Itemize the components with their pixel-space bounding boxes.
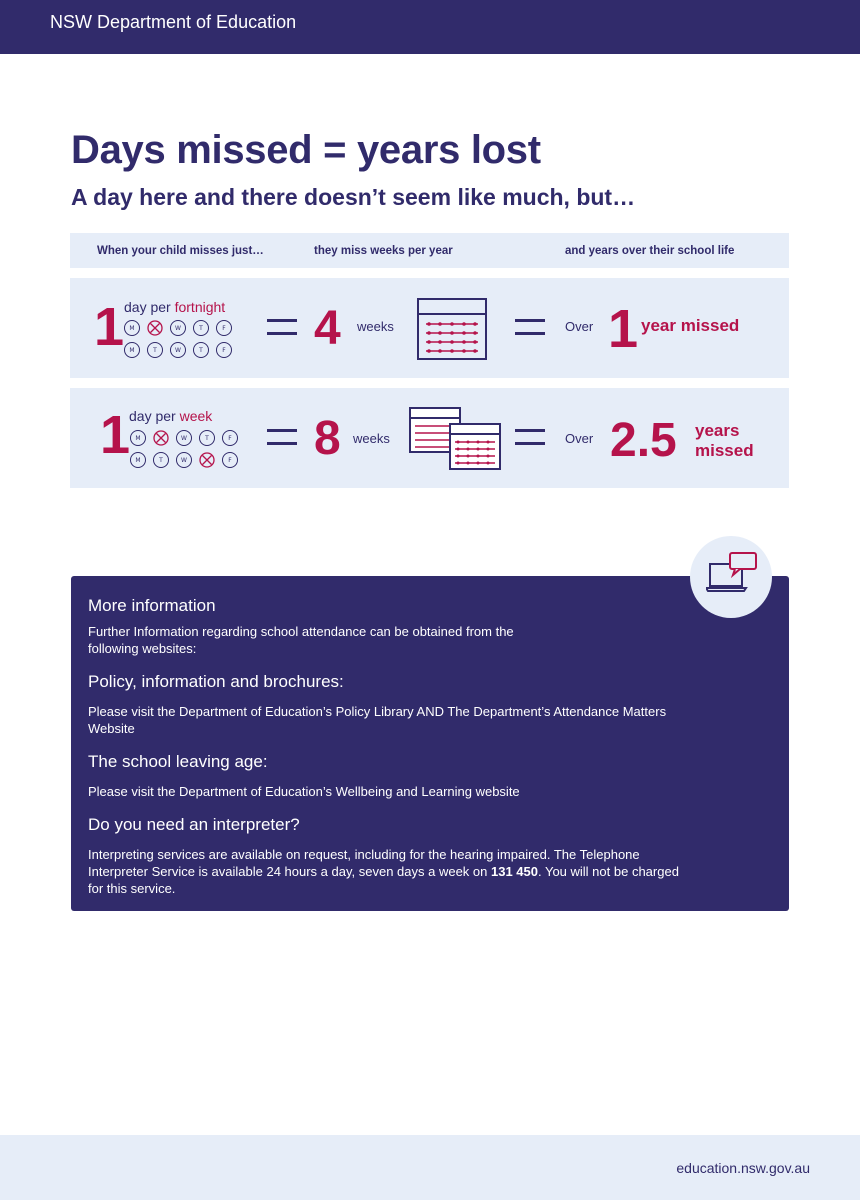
day-circle: F: [222, 452, 238, 468]
info-heading: More information: [88, 596, 216, 615]
page-subtitle: A day here and there doesn’t seem like much, but…: [71, 184, 636, 210]
years-value: 1: [608, 299, 639, 359]
day-grid: [130, 430, 238, 468]
weeks-value: 8: [314, 412, 341, 465]
missed-day-icon: [147, 320, 163, 336]
page-title: Days missed = years lost: [71, 128, 541, 172]
leaving-age-heading: The school leaving age:: [88, 752, 268, 771]
day-circle: T: [193, 342, 209, 358]
frequency-label: [124, 299, 225, 315]
days-count: 1: [94, 297, 125, 357]
years-label-line2: missed: [695, 441, 754, 460]
day-circle: M: [130, 430, 146, 446]
interpreter-text-line1: Interpreting services are available on request, including for the hearing impaired. The Telephone: [88, 847, 640, 862]
policy-text-line2: Website: [88, 721, 135, 736]
day-circle: M: [124, 342, 140, 358]
weeks-label: weeks: [353, 431, 390, 446]
day-circle: F: [216, 320, 232, 336]
day-row-week2: [130, 452, 238, 468]
day-row-week1: [124, 320, 232, 336]
weeks-label: weeks: [357, 319, 394, 334]
calendar-icon: [417, 298, 487, 360]
weeks-value: 4: [314, 302, 341, 355]
day-circle: W: [176, 430, 192, 446]
interpreter-phone: 131 450: [490, 864, 538, 879]
equals-sign: [267, 429, 297, 445]
over-label: Over: [565, 319, 594, 334]
laptop-chat-icon: [706, 552, 758, 594]
policy-text: [88, 703, 666, 737]
years-label: [695, 421, 754, 461]
column-header-3: and years over their school life: [565, 245, 735, 257]
policy-text-line1: Please visit the Department of Education’s Policy Library AND The Department’s Attendance Matters: [88, 704, 667, 719]
policy-heading: Policy, information and brochures:: [88, 672, 344, 691]
over-label: Over: [565, 431, 594, 446]
day-row-week2: [124, 342, 232, 358]
years-label: year missed: [641, 316, 740, 335]
day-row-week1: [130, 430, 238, 446]
day-circle: M: [124, 320, 140, 336]
column-header-bar: [70, 233, 789, 268]
day-circle: W: [176, 452, 192, 468]
day-circle: T: [199, 430, 215, 446]
frequency-prefix: day per: [129, 408, 180, 424]
top-bar: [0, 0, 860, 54]
interpreter-text-line2b: . You will not be charged: [537, 864, 679, 879]
days-count: 1: [100, 405, 131, 465]
day-circle: T: [147, 342, 163, 358]
missed-day-icon: [199, 452, 215, 468]
calendar-icon: [409, 407, 503, 471]
day-circle: F: [216, 342, 232, 358]
frequency-word: fortnight: [174, 299, 226, 315]
row-week: [70, 388, 789, 488]
info-intro-line2: following websites:: [88, 641, 197, 656]
interpreter-text-line2a: Interpreter Service is available 24 hours a day, seven days a week on: [88, 864, 491, 879]
more-information-panel: [71, 576, 789, 911]
column-header-1: When your child misses just…: [97, 245, 264, 257]
interpreter-text: [88, 846, 679, 897]
equals-sign: [515, 319, 545, 335]
interpreter-text-line3: for this service.: [88, 881, 176, 896]
day-circle: M: [130, 452, 146, 468]
info-icon-badge: [690, 536, 772, 618]
organization-name: NSW Department of Education: [50, 12, 297, 32]
equals-sign: [515, 429, 545, 445]
info-intro-line1: Further Information regarding school attendance can be obtained from the: [88, 624, 514, 639]
equals-sign: [267, 319, 297, 335]
day-circle: W: [170, 342, 186, 358]
footer-url-link[interactable]: education.nsw.gov.au: [676, 1160, 810, 1176]
frequency-word: week: [179, 408, 213, 424]
day-grid: [124, 320, 232, 358]
interpreter-heading: Do you need an interpreter?: [88, 815, 300, 834]
day-circle: T: [153, 452, 169, 468]
missed-day-icon: [153, 430, 169, 446]
years-label-line1: years: [695, 421, 740, 440]
frequency-prefix: day per: [124, 299, 175, 315]
leaving-age-text: Please visit the Department of Education’s Wellbeing and Learning website: [88, 784, 520, 799]
row-fortnight: [70, 278, 789, 378]
years-value: 2.5: [610, 414, 677, 467]
column-header-2: they miss weeks per year: [314, 245, 453, 257]
day-circle: F: [222, 430, 238, 446]
footer: [0, 1135, 860, 1200]
day-circle: T: [193, 320, 209, 336]
frequency-label: [129, 408, 212, 424]
day-circle: W: [170, 320, 186, 336]
interpreter-text-line2: [88, 863, 679, 880]
info-intro: [88, 623, 514, 657]
